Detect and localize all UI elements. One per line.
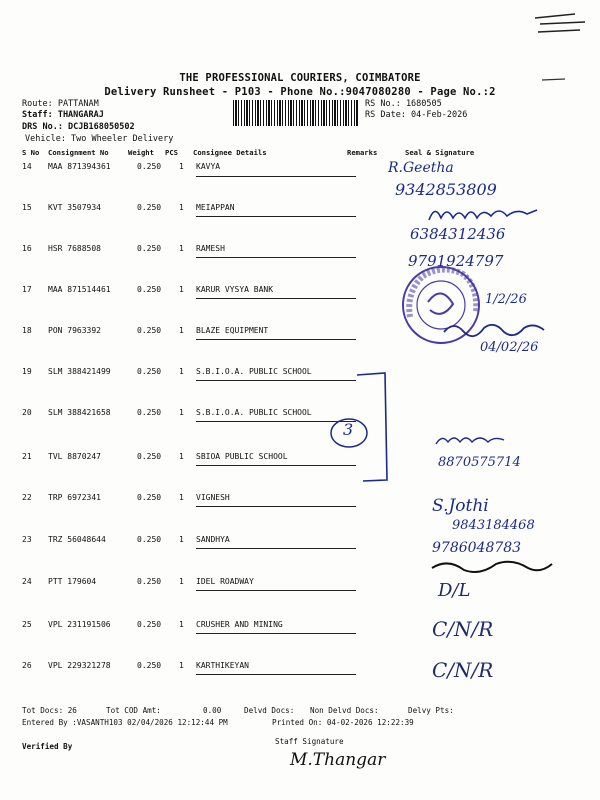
corner-scribble-icon [530, 10, 590, 40]
row-sno: 15 [22, 203, 32, 212]
row-sno: 23 [22, 535, 32, 544]
row-consignment-no: MAA 871394361 [48, 162, 111, 171]
consignee-rule [196, 216, 356, 217]
row-pcs: 1 [179, 452, 184, 461]
col-sno: S No [22, 148, 40, 157]
row-consignee: CRUSHER AND MINING [196, 620, 283, 629]
hand-r16-phone2: 9791924797 [408, 252, 504, 270]
row-weight: 0.250 [137, 535, 162, 544]
row-consignee: IDEL ROADWAY [196, 577, 254, 586]
row-weight: 0.250 [137, 285, 162, 294]
drs-label: DRS No.: DCJB168050502 [22, 122, 135, 132]
row-consignment-no: TRP 6972341 [48, 493, 101, 502]
barcode [233, 100, 359, 126]
table-row [0, 577, 600, 591]
row-sno: 26 [22, 661, 32, 670]
row-consignee: RAMESH [196, 244, 225, 253]
company-title: THE PROFESSIONAL COURIERS, COIMBATORE [179, 72, 421, 84]
consignee-rule [196, 465, 356, 466]
rs-number: RS No.: 1680505 [365, 99, 442, 109]
col-pcs: PCS [165, 148, 178, 157]
row-consignment-no: TVL 8870247 [48, 452, 101, 461]
row-consignment-no: PON 7963392 [48, 326, 101, 335]
row-pcs: 1 [179, 244, 184, 253]
row-weight: 0.250 [137, 661, 162, 670]
row-consignee: KARUR VYSYA BANK [196, 285, 274, 294]
staff-signature: M.Thangar [290, 750, 386, 770]
footer-tot-docs: Tot Docs: 26 [22, 706, 77, 715]
row-pcs: 1 [179, 620, 184, 629]
consignee-rule [196, 339, 356, 340]
signature-r15-icon [425, 202, 545, 226]
row-pcs: 1 [179, 535, 184, 544]
consignee-rule [196, 380, 356, 381]
row-weight: 0.250 [137, 203, 162, 212]
row-consignment-no: PTT 179604 [48, 577, 97, 586]
footer-tot-cod: Tot COD Amt: [106, 706, 161, 715]
col-remarks: Remarks [347, 148, 378, 157]
row-pcs: 1 [179, 661, 184, 670]
row-pcs: 1 [179, 577, 184, 586]
row-consignee: VIGNESH [196, 493, 230, 502]
hand-r14-phone: 9342853809 [395, 180, 497, 199]
table-row [0, 367, 600, 381]
row-weight: 0.250 [137, 452, 162, 461]
row-sno: 25 [22, 620, 32, 629]
row-weight: 0.250 [137, 577, 162, 586]
footer-non-delvd-docs: Non Delvd Docs: [310, 706, 379, 715]
footer-delvy-pts: Delvy Pts: [408, 706, 454, 715]
row-consignee: KAVYA [196, 162, 221, 171]
row-pcs: 1 [179, 162, 184, 171]
consignee-rule [196, 674, 356, 675]
row-sno: 16 [22, 244, 32, 253]
col-consignment: Consignment No [48, 148, 109, 157]
table-row [0, 408, 600, 422]
consignee-rule [196, 506, 356, 507]
hand-r18-date: 04/02/26 [480, 340, 539, 355]
footer-verified-by: Verified By [22, 742, 73, 751]
row-consignee: MEIAPPAN [196, 203, 235, 212]
hand-r25-status: C/N/R [432, 617, 494, 641]
row-consignee: SANDHYA [196, 535, 230, 544]
row-weight: 0.250 [137, 493, 162, 502]
route-label: Route: PATTANAM [22, 99, 99, 109]
row-consignment-no: VPL 231191506 [48, 620, 111, 629]
row-consignment-no: MAA 871514461 [48, 285, 111, 294]
runsheet-title: Delivery Runsheet - P103 - Phone No.:9047080280 - Page No.:2 [104, 86, 496, 98]
row-consignee: BLAZE EQUIPMENT [196, 326, 269, 335]
table-row [0, 620, 600, 634]
row-consignment-no: KVT 3507934 [48, 203, 101, 212]
footer-cod-value: 0.00 [203, 706, 222, 715]
row-consignee: SBIOA PUBLIC SCHOOL [196, 452, 288, 461]
hand-r16-phone: 6384312436 [410, 225, 506, 243]
row-consignment-no: TRZ 56048644 [48, 535, 106, 544]
hand-r17-date: 1/2/26 [485, 292, 527, 307]
row-sno: 14 [22, 162, 32, 171]
col-weight: Weight [128, 148, 154, 157]
row-sno: 24 [22, 577, 32, 586]
hand-r14-name: R.Geetha [388, 160, 454, 176]
row-pcs: 1 [179, 367, 184, 376]
consignee-rule [196, 298, 356, 299]
hand-r23-phone: 9786048783 [432, 540, 522, 556]
signature-r21-icon [432, 430, 512, 450]
row-weight: 0.250 [137, 244, 162, 253]
footer-delvd-docs: Delvd Docs: [244, 706, 295, 715]
hand-r22-name: S.Jothi [432, 496, 489, 516]
row-sno: 21 [22, 452, 32, 461]
vehicle-label: Vehicle: Two Wheeler Delivery [25, 134, 174, 144]
hand-r21-phone: 8870575714 [438, 455, 521, 470]
row-weight: 0.250 [137, 162, 162, 171]
row-consignee: S.B.I.O.A. PUBLIC SCHOOL [196, 408, 312, 417]
row-weight: 0.250 [137, 367, 162, 376]
table-row [0, 661, 600, 675]
row-consignment-no: VPL 229321278 [48, 661, 111, 670]
consignee-rule [196, 633, 356, 634]
row-sno: 17 [22, 285, 32, 294]
row-sno: 18 [22, 326, 32, 335]
footer-entered-by: Entered By :VASANTH103 02/04/2026 12:12:44 PM [22, 718, 228, 727]
row-pcs: 1 [179, 203, 184, 212]
row-pcs: 1 [179, 326, 184, 335]
rs-date: RS Date: 04-Feb-2026 [365, 110, 468, 120]
hand-r24-status: D/L [438, 580, 471, 601]
hand-r22-phone: 9843184468 [452, 518, 535, 533]
row-sno: 19 [22, 367, 32, 376]
row-sno: 22 [22, 493, 32, 502]
row-consignment-no: SLM 388421658 [48, 408, 111, 417]
col-consignee: Consignee Details [193, 148, 267, 157]
footer-staff-signature-label: Staff Signature [275, 737, 344, 746]
row-weight: 0.250 [137, 408, 162, 417]
signature-r23-icon [428, 556, 558, 578]
consignee-rule [196, 590, 356, 591]
table-row [0, 162, 600, 176]
row-pcs: 1 [179, 493, 184, 502]
footer-printed-on: Printed On: 04-02-2026 12:22:39 [272, 718, 414, 727]
consignee-rule [196, 176, 356, 177]
row-weight: 0.250 [137, 620, 162, 629]
consignee-rule [196, 257, 356, 258]
consignee-rule [196, 548, 356, 549]
col-seal-signature: Seal & Signature [405, 148, 475, 157]
table-row [0, 244, 600, 258]
hand-r26-status: C/N/R [432, 658, 494, 682]
row-pcs: 1 [179, 285, 184, 294]
row-weight: 0.250 [137, 326, 162, 335]
staff-label: Staff: THANGARAJ [22, 110, 104, 120]
row-sno: 20 [22, 408, 32, 417]
row-pcs: 1 [179, 408, 184, 417]
row-consignment-no: SLM 388421499 [48, 367, 111, 376]
table-row [0, 493, 600, 507]
row-consignment-no: HSR 7688508 [48, 244, 101, 253]
bracket-count: 3 [343, 420, 354, 439]
row-consignee: KARTHIKEYAN [196, 661, 249, 670]
row-consignee: S.B.I.O.A. PUBLIC SCHOOL [196, 367, 312, 376]
